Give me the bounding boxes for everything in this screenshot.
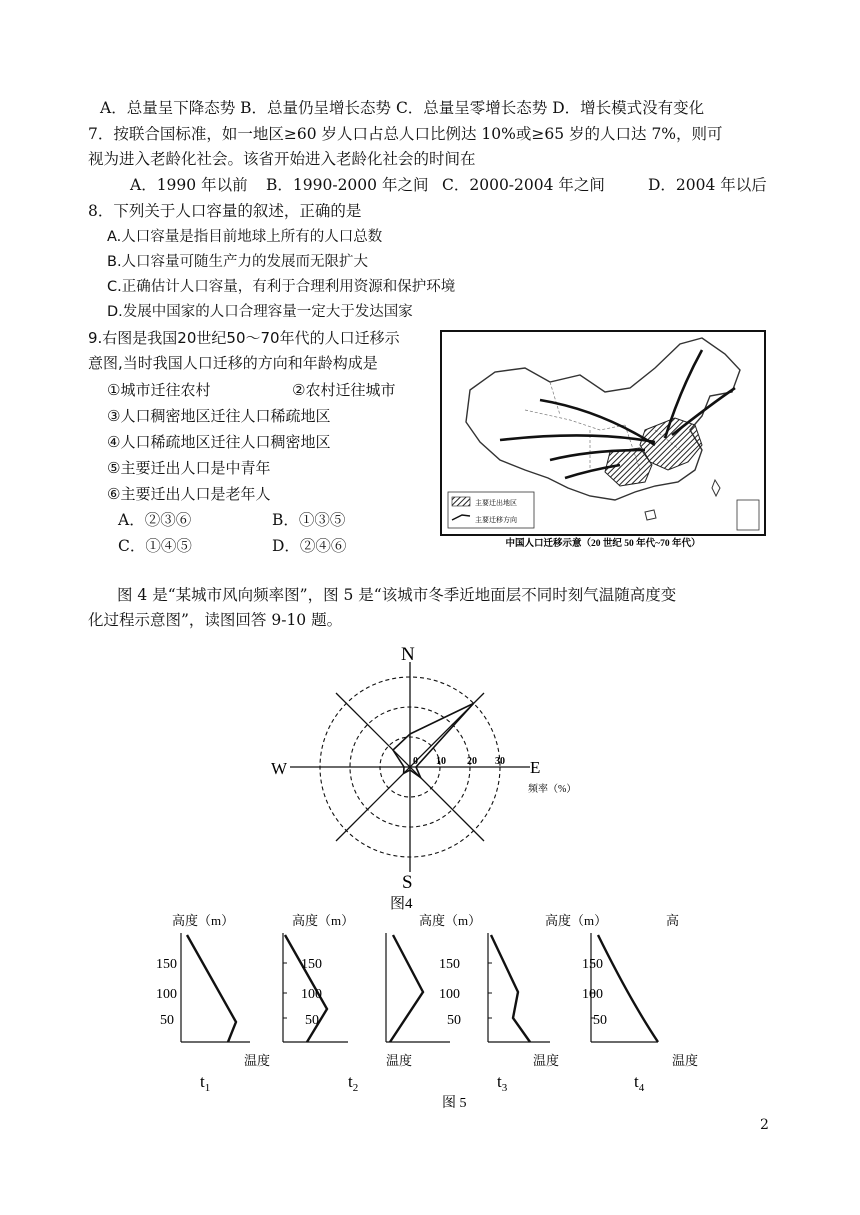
panel-t3: [386, 913, 508, 1094]
q8-option-c: C.正确估计人口容量，有利于合理利用资源和保护环境: [107, 279, 456, 295]
svg-text:高: 高: [666, 913, 680, 928]
china-migration-map: [440, 330, 766, 550]
svg-text:50: 50: [447, 1013, 461, 1028]
q8-option-d: D.发展中国家的人口合理容量一定大于发达国家: [107, 304, 413, 320]
svg-text:温度: 温度: [386, 1053, 413, 1068]
intro-line1: 图 4 是“某城市风向频率图”，图 5 是“该城市冬季近地面层不同时刻气温随高度变: [117, 586, 677, 604]
q7-stem-line1: 7．按联合国标准，如一地区≥60 岁人口占总人口比例达 10%或≥65 岁的人口达 7%，则可: [88, 125, 723, 143]
map-caption: 中国人口迁移示意（20 世纪 50 年代~70 年代）: [505, 539, 701, 549]
svg-text:100: 100: [439, 987, 460, 1002]
tick-0: 0: [413, 756, 418, 767]
svg-text:100: 100: [582, 987, 603, 1002]
svg-text:高度（m）: 高度（m）: [545, 913, 608, 928]
panel-t2: [283, 913, 358, 1094]
svg-text:t1: $t_1$: [200, 1072, 211, 1094]
svg-text:高度（m）: 高度（m）: [292, 913, 355, 928]
q9-item-4: ④人口稀疏地区迁往人口稠密地区: [107, 433, 331, 451]
panel-t1: [156, 913, 270, 1094]
q7-option-d: D．2004 年以后: [648, 176, 767, 194]
q7-option-b: B．1990-2000 年之间: [266, 176, 429, 194]
svg-text:150: 150: [439, 957, 460, 972]
svg-text:高度（m）: 高度（m）: [419, 913, 482, 928]
tick-10: 10: [436, 756, 446, 767]
q9-item-3: ③人口稠密地区迁往人口稀疏地区: [107, 407, 331, 425]
svg-text:50: 50: [593, 1013, 607, 1028]
tick-20: 20: [467, 756, 477, 767]
q7-option-a: A．1990 年以前: [130, 176, 248, 194]
svg-text:150: 150: [301, 957, 322, 972]
intro-line2: 化过程示意图”，读图回答 9-10 题。: [88, 611, 343, 629]
svg-text:50: 50: [160, 1013, 174, 1028]
label-east: E: [530, 758, 541, 777]
q9-item-6: ⑥主要迁出人口是老年人: [107, 485, 271, 503]
svg-text:100: 100: [156, 987, 177, 1002]
label-west: W: [271, 759, 288, 778]
q9-option-a: A．②③⑥: [118, 511, 192, 529]
q8-option-b: B.人口容量可随生产力的发展而无限扩大: [107, 254, 369, 270]
q7-option-c: C．2000-2004 年之间: [442, 176, 605, 194]
svg-text:温度: 温度: [533, 1053, 560, 1068]
q9-item-5: ⑤主要迁出人口是中青年: [107, 459, 271, 477]
q8-stem: 8．下列关于人口容量的叙述，正确的是: [88, 202, 362, 220]
q9-option-b: B．①③⑤: [272, 511, 346, 529]
svg-text:温度: 温度: [244, 1053, 271, 1068]
svg-text:50: 50: [305, 1013, 319, 1028]
wind-rose-chart: [260, 640, 600, 910]
svg-text:温度: 温度: [672, 1053, 699, 1068]
tick-30: 30: [495, 756, 505, 767]
panel-t5: [582, 913, 698, 1068]
label-north: N: [401, 644, 415, 665]
panel-t4: [488, 913, 645, 1094]
q8-option-a: A.人口容量是指目前地球上所有的人口总数: [107, 229, 383, 245]
q9-item-1: ①城市迁往农村: [107, 381, 211, 399]
fig4-caption: 图4: [390, 896, 413, 910]
q9-stem-line1: 9.右图是我国20世纪50～70年代的人口迁移示: [88, 329, 400, 347]
svg-text:100: 100: [301, 987, 322, 1002]
q9-item-2: ②农村迁往城市: [292, 381, 396, 399]
legend-emigration: 主要迁出地区: [475, 499, 517, 507]
legend-direction: 主要迁移方向: [475, 516, 517, 524]
svg-text:150: 150: [156, 957, 177, 972]
fig5-caption: 图 5: [442, 1096, 467, 1111]
q9-option-c: C．①④⑤: [118, 537, 192, 555]
label-south: S: [402, 872, 413, 893]
svg-text:t3: $t_3$: [497, 1072, 508, 1094]
page-number: 2: [760, 1117, 769, 1133]
svg-text:150: 150: [582, 957, 603, 972]
svg-text:t2: $t_2$: [348, 1072, 359, 1094]
unit-label: 频率（%）: [528, 784, 577, 795]
q9-option-d: D．②④⑥: [272, 537, 347, 555]
temperature-profile-figure: [150, 905, 730, 1115]
q6-options: A．总量呈下降态势 B．总量仍呈增长态势 C．总量呈零增长态势 D．增长模式没有变化: [100, 99, 705, 117]
svg-text:t4: $t_4$: [634, 1072, 645, 1094]
svg-text:高度（m）: 高度（m）: [172, 913, 235, 928]
q9-stem-line2: 意图,当时我国人口迁移的方向和年龄构成是: [88, 354, 378, 372]
q7-stem-line2: 视为进入老龄化社会。该省开始进入老龄化社会的时间在: [88, 150, 476, 168]
